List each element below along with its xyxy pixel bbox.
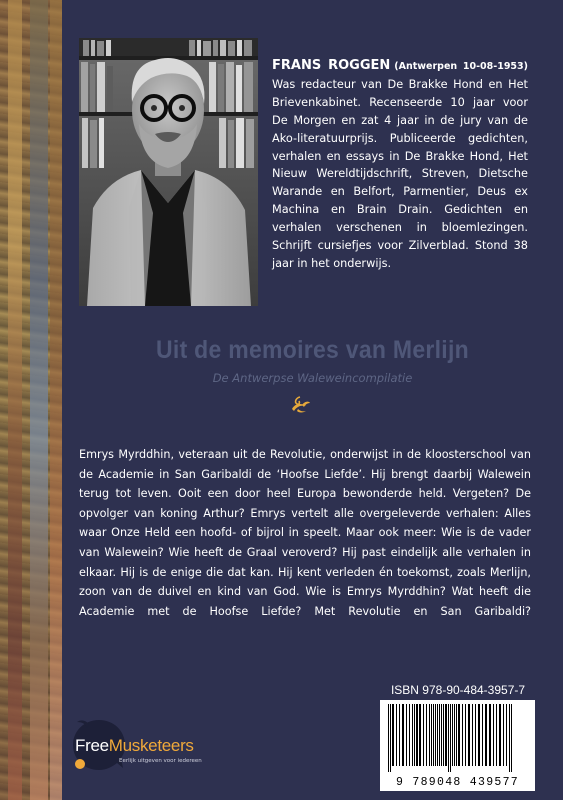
barcode-digits: 9 789048 439577 [395, 776, 520, 789]
barcode-bar [489, 704, 491, 766]
publisher-logo [75, 714, 229, 774]
barcode-bar [441, 704, 442, 766]
barcode-bar [454, 704, 455, 766]
barcode-bar [433, 704, 434, 766]
publisher-name-musketeers: Musketeers [108, 736, 194, 755]
barcode-bar [399, 704, 400, 766]
barcode-bar [443, 704, 444, 766]
publisher-tagline: Eerlijk uitgeven voor iedereen [119, 758, 202, 764]
barcode-bar [452, 704, 453, 766]
barcode-bar [478, 704, 480, 766]
barcode-bar [437, 704, 438, 766]
barcode-bar [458, 704, 460, 766]
barcode-bars [380, 700, 535, 775]
barcode-bar [388, 704, 389, 772]
barcode-bar [485, 704, 487, 766]
barcode-bar [414, 704, 415, 766]
barcode-bar [412, 704, 413, 766]
barcode-bar [445, 704, 447, 766]
barcode-bar [402, 704, 404, 766]
barcode-bar [462, 704, 463, 766]
publisher-name [75, 736, 194, 756]
publisher-name-free: Free [75, 736, 109, 755]
barcode-bar [465, 704, 466, 766]
barcode-bar [450, 704, 451, 772]
barcode [380, 700, 535, 791]
author-bio-text: Was redacteur van De Brakke Hond en Het Brievenkabinet. Recenseerde 10 jaar voor De Morgen en zat 4 jaar in de jury van de Ako-literatuurprijs. Publiceerde gedichten, verhalen en essays in De Brakke Hond, Het Nieuw Wereldtijdschrift, Streven, Dietsche Warande en Belfort, Parmentier, Deus ex Machina en Brain Drain. Gedichten en verhalen verschenen in bloemlezingen. Schrijft cursiefjes voor Zilverblad. Stond 38 jaar in het onderwijs. [272, 77, 528, 270]
barcode-bar [439, 704, 440, 766]
fleuron-icon [288, 395, 312, 415]
barcode-bar [392, 704, 394, 766]
barcode-bar [406, 704, 407, 766]
book-subtitle: De Antwerpse Waleweincompilatie [212, 371, 413, 385]
barcode-bar [468, 704, 470, 766]
author-photo [79, 38, 258, 306]
barcode-bar [426, 704, 427, 766]
author-bio [272, 57, 528, 273]
barcode-bar [435, 704, 436, 766]
barcode-bar [448, 704, 449, 772]
barcode-bar [506, 704, 507, 766]
barcode-bar [429, 704, 430, 766]
barcode-bar [416, 704, 418, 766]
barcode-bar [419, 704, 421, 766]
barcode-bar [431, 704, 432, 766]
cover-art-strip [0, 0, 62, 800]
barcode-bar [499, 704, 501, 766]
barcode-bar [390, 704, 391, 772]
barcode-bar [396, 704, 397, 766]
barcode-bar [511, 704, 512, 772]
barcode-bar [496, 704, 497, 766]
barcode-bar [472, 704, 473, 766]
barcode-bar [482, 704, 483, 766]
barcode-bar [493, 704, 494, 766]
author-name: FRANS ROGGEN [272, 58, 391, 73]
blurb-text: Emrys Myrddhin, veteraan uit de Revolutie, onderwijst in de kloosterschool van de Academie in San Garibaldi de ‘Hoofse Liefde’. Hij brengt daarbij Walewein terug tot leven. Ooit een door heel Europa bewonderde held. Vergeten? De opvolger van koning Arthur? Emrys vertelt alle overgeleverde verhalen: Alles waar Onze Held een hoofd- of bijrol in speelt. Maar ook meer: Wie is de vader van Walewein? Wie heeft de Graal veroverd? Hij past eindelijk alle verhalen in elkaar. Hij is de enige die dat kan. Hij kent verleden én toekomst, zoals Merlijn, zoon van de duivel en kind van God. Wie is Emrys Myrddhin? Wat heeft die Academie met de Hoofse Liefde? Met Revolutie en San Garibaldi? [79, 448, 531, 618]
barcode-bar [456, 704, 457, 766]
back-cover-blurb [79, 445, 531, 621]
book-title: Uit de memoires van Merlijn [156, 336, 469, 364]
isbn-label: ISBN 978-90-484-3957-7 [390, 683, 526, 697]
barcode-bar [503, 704, 504, 766]
barcode-bar [509, 704, 510, 772]
barcode-bar [475, 704, 476, 766]
author-dates: (Antwerpen 10-08-1953) [394, 61, 528, 72]
barcode-bar [409, 704, 410, 766]
barcode-bar [423, 704, 424, 766]
